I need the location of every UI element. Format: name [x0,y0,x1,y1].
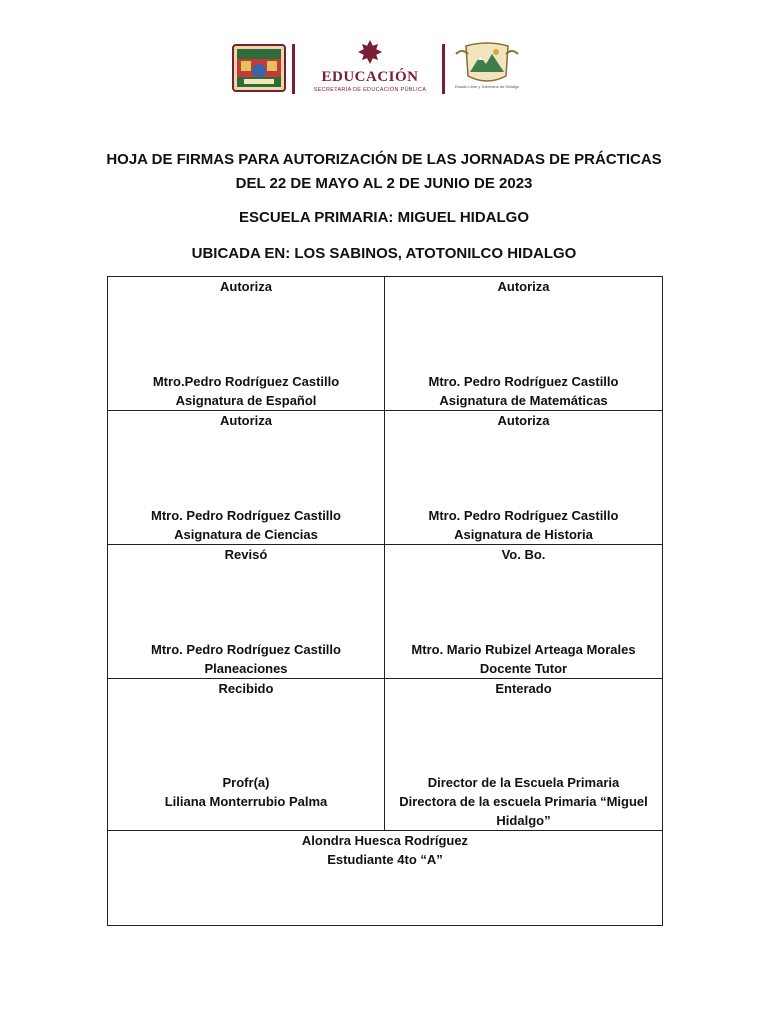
signature-role: Revisó [224,547,268,562]
signature-cell [108,411,385,545]
signer-detail: Liliana Monterrubio Palma [164,794,328,809]
signature-row [108,411,663,545]
educacion-logo-title: EDUCACIÓN [321,69,419,85]
signature-cell [108,679,385,831]
signature-role: Autoriza [497,279,550,294]
signer-name: Profr(a) [222,775,270,790]
signature-role: Enterado [495,681,552,696]
signer-name: Mtro.Pedro Rodríguez Castillo [152,374,340,389]
signature-role: Vo. Bo. [501,547,546,562]
school-location: UBICADA EN: LOS SABINOS, ATOTONILCO HIDALGO [191,245,577,262]
signature-cell [385,679,663,831]
signer-name: Mtro. Pedro Rodríguez Castillo [151,508,341,523]
logo-divider [292,44,295,94]
signature-role: Recibido [218,681,274,696]
signer-name: Mtro. Pedro Rodríguez Castillo [428,508,619,523]
signature-row [108,679,663,831]
signature-cell [385,545,663,679]
student-name: Alondra Huesca Rodríguez [301,833,469,848]
signer-detail: Directora de la escuela Primaria “Miguel Hidalgo” [399,794,648,828]
signature-cell [385,277,663,411]
signer-detail: Asignatura de Matemáticas [439,393,608,408]
signer-detail: Docente Tutor [479,661,568,676]
signature-role: Autoriza [497,413,550,428]
student-group: Estudiante 4to “A” [327,852,443,867]
signer-name: Director de la Escuela Primaria [427,775,620,790]
document-title-line1: HOJA DE FIRMAS PARA AUTORIZACIÓN DE LAS JORNADAS DE PRÁCTICAS [106,151,662,168]
educacion-logo [305,38,435,98]
educacion-logo-subtitle: SECRETARÍA DE EDUCACIÓN PÚBLICA [313,87,427,93]
signature-row [108,545,663,679]
signer-name: Mtro. Pedro Rodríguez Castillo [151,642,341,657]
hidalgo-state-emblem-logo [452,42,522,98]
signer-name: Mtro. Pedro Rodríguez Castillo [428,374,619,389]
state-coat-of-arms-logo [232,44,286,92]
signer-detail: Planeaciones [204,661,288,676]
signature-row [108,277,663,411]
school-name: ESCUELA PRIMARIA: MIGUEL HIDALGO [238,209,529,226]
signature-cell [385,411,663,545]
signer-detail: Asignatura de Historia [454,527,593,542]
logo-divider [442,44,445,94]
signature-role: Autoriza [220,413,272,428]
hidalgo-emblem-caption: Estado Libre y Soberano de Hidalgo [454,84,520,89]
signature-cell [108,545,385,679]
signer-detail: Asignatura de Español [175,393,317,408]
signature-cell [108,277,385,411]
signature-role: Autoriza [220,279,272,294]
document-title-line2: DEL 22 DE MAYO AL 2 DE JUNIO DE 2023 [235,175,533,192]
signature-table [107,276,663,926]
signer-name: Mtro. Mario Rubizel Arteaga Morales [411,642,636,657]
student-cell [108,831,663,926]
student-row [108,831,663,926]
signer-detail: Asignatura de Ciencias [174,527,318,542]
flower-emblem-icon [305,38,435,68]
header-logos [0,36,768,106]
